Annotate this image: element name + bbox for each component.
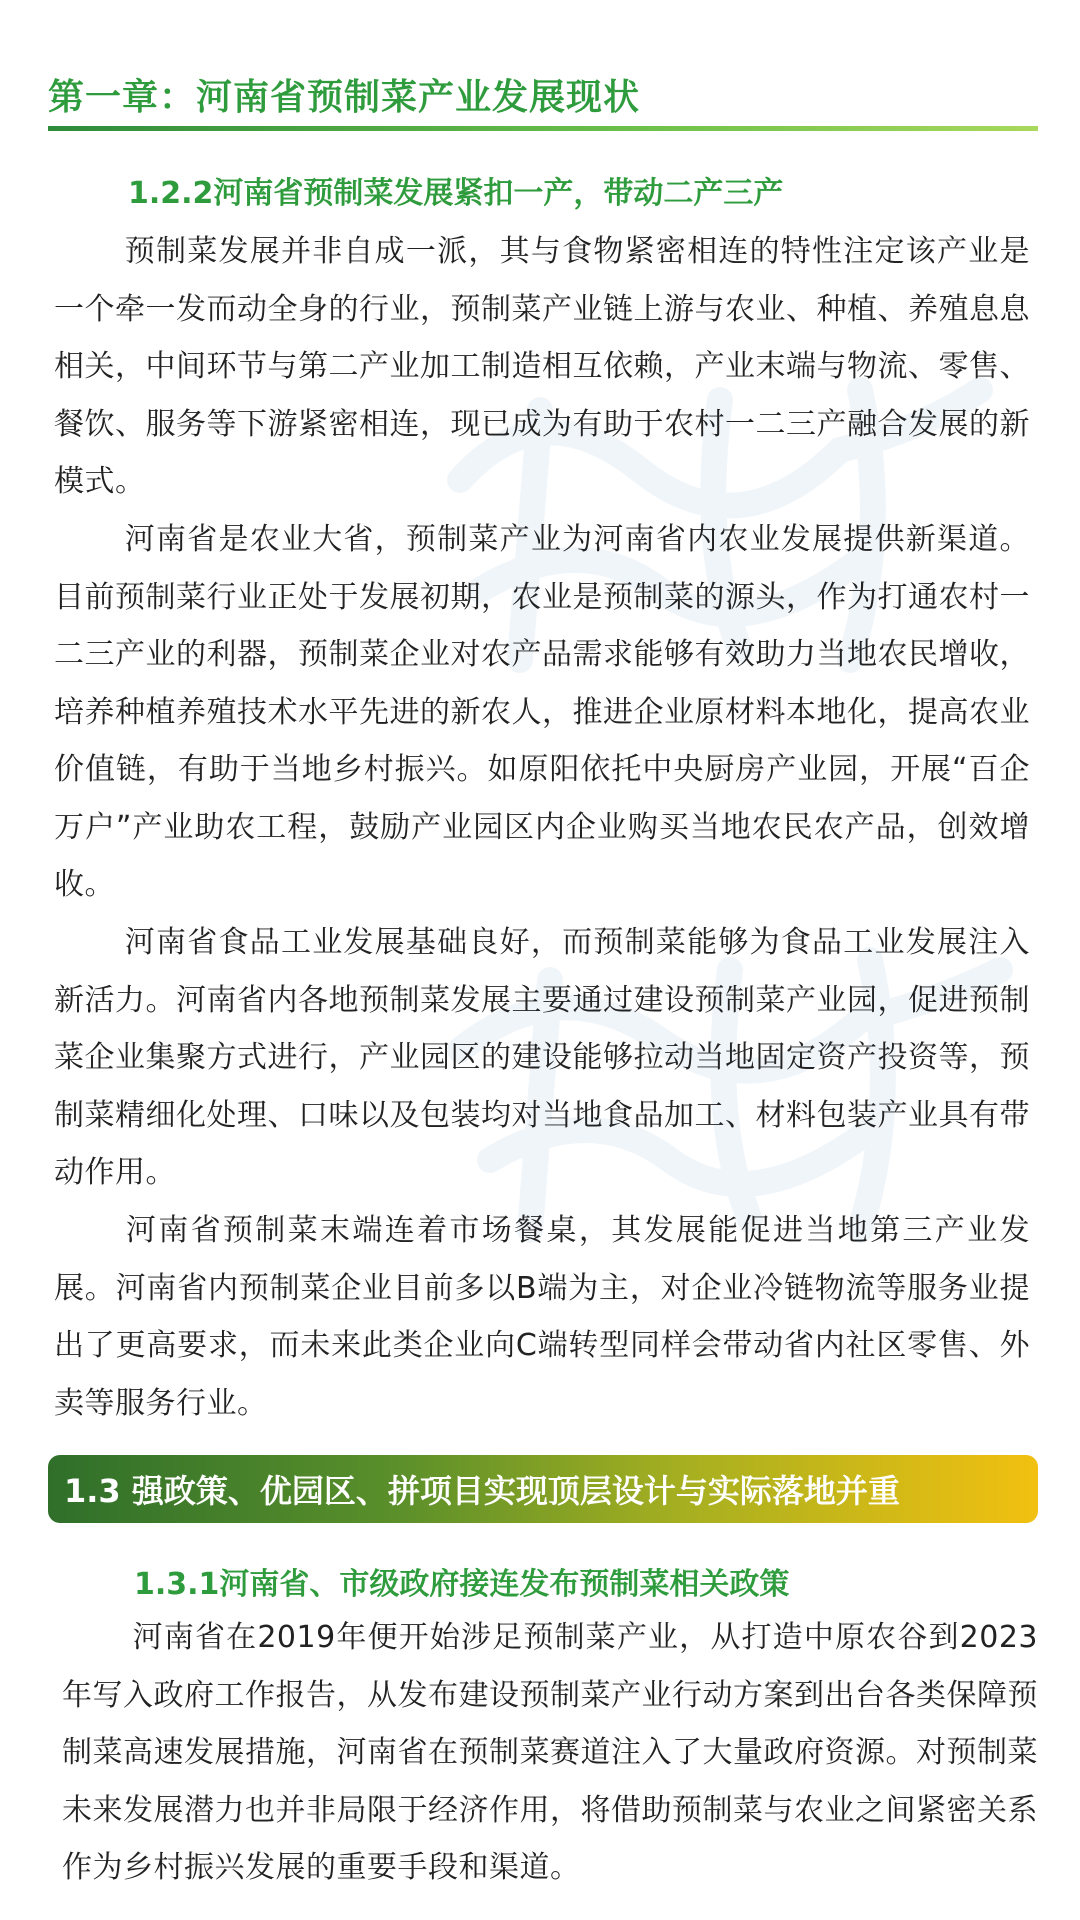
paragraph-4: 河南省预制菜末端连着市场餐桌，其发展能促进当地第三产业发展。河南省内预制菜企业目前多以B端为主，对企业冷链物流等服务业提出了更高要求，而未来此类企业向C端转型同样会带动省内社区零售、外卖等服务行业。: [54, 1213, 1030, 1421]
paragraph-1: 预制菜发展并非自成一派，其与食物紧密相连的特性注定该产业是一个牵一发而动全身的行业，预制菜产业链上游与农业、种植、养殖息息相关，中间环节与第二产业加工制造相互依赖，产业末端与物流、零售、餐饮、服务等下游紧密相连，现已成为有助于农村一二三产融合发展的新模式。: [54, 234, 1030, 499]
paragraph-5: 河南省在2019年便开始涉足预制菜产业，从打造中原农谷到2023年写入政府工作报告，从发布建设预制菜产业行动方案到出台各类保障预制菜高速发展措施，河南省在预制菜赛道注入了大量政府资源。对预制菜未来发展潜力也并非局限于经济作用，将借助预制菜与农业之间紧密关系作为乡村振兴发展的重要手段和渠道。: [62, 1620, 1038, 1885]
section-heading-1-3-1: 1.3.1河南省、市级政府接连发布预制菜相关政策: [134, 1567, 790, 1602]
chapter-divider: [48, 126, 1038, 131]
section-banner-1-3: [48, 1455, 1038, 1523]
chapter-header: [48, 72, 1038, 131]
paragraph-2: 河南省是农业大省，预制菜产业为河南省内农业发展提供新渠道。目前预制菜行业正处于发展初期，农业是预制菜的源头，作为打通农村一二三产业的利器，预制菜企业对农产品需求能够有效助力当地农民增收，培养种植养殖技术水平先进的新农人，推进企业原材料本地化，提高农业价值链，有助于当地乡村振兴。如原阳依托中央厨房产业园，开展“百企万户”产业助农工程，鼓励产业园区内企业购买当地农民农产品，创效增收。: [54, 522, 1030, 902]
section-heading-1-2-2: 1.2.2河南省预制菜发展紧扣一产，带动二产三产: [128, 176, 784, 211]
section-banner-title: 1.3 强政策、优园区、拼项目实现顶层设计与实际落地并重: [64, 1472, 900, 1510]
chapter-title: 第一章：河南省预制菜产业发展现状: [48, 77, 641, 118]
paragraph-3: 河南省食品工业发展基础良好，而预制菜能够为食品工业发展注入新活力。河南省内各地预制菜发展主要通过建设预制菜产业园，促进预制菜企业集聚方式进行，产业园区的建设能够拉动当地固定资产投资等，预制菜精细化处理、口味以及包装均对当地食品加工、材料包装产业具有带动作用。: [54, 925, 1030, 1190]
